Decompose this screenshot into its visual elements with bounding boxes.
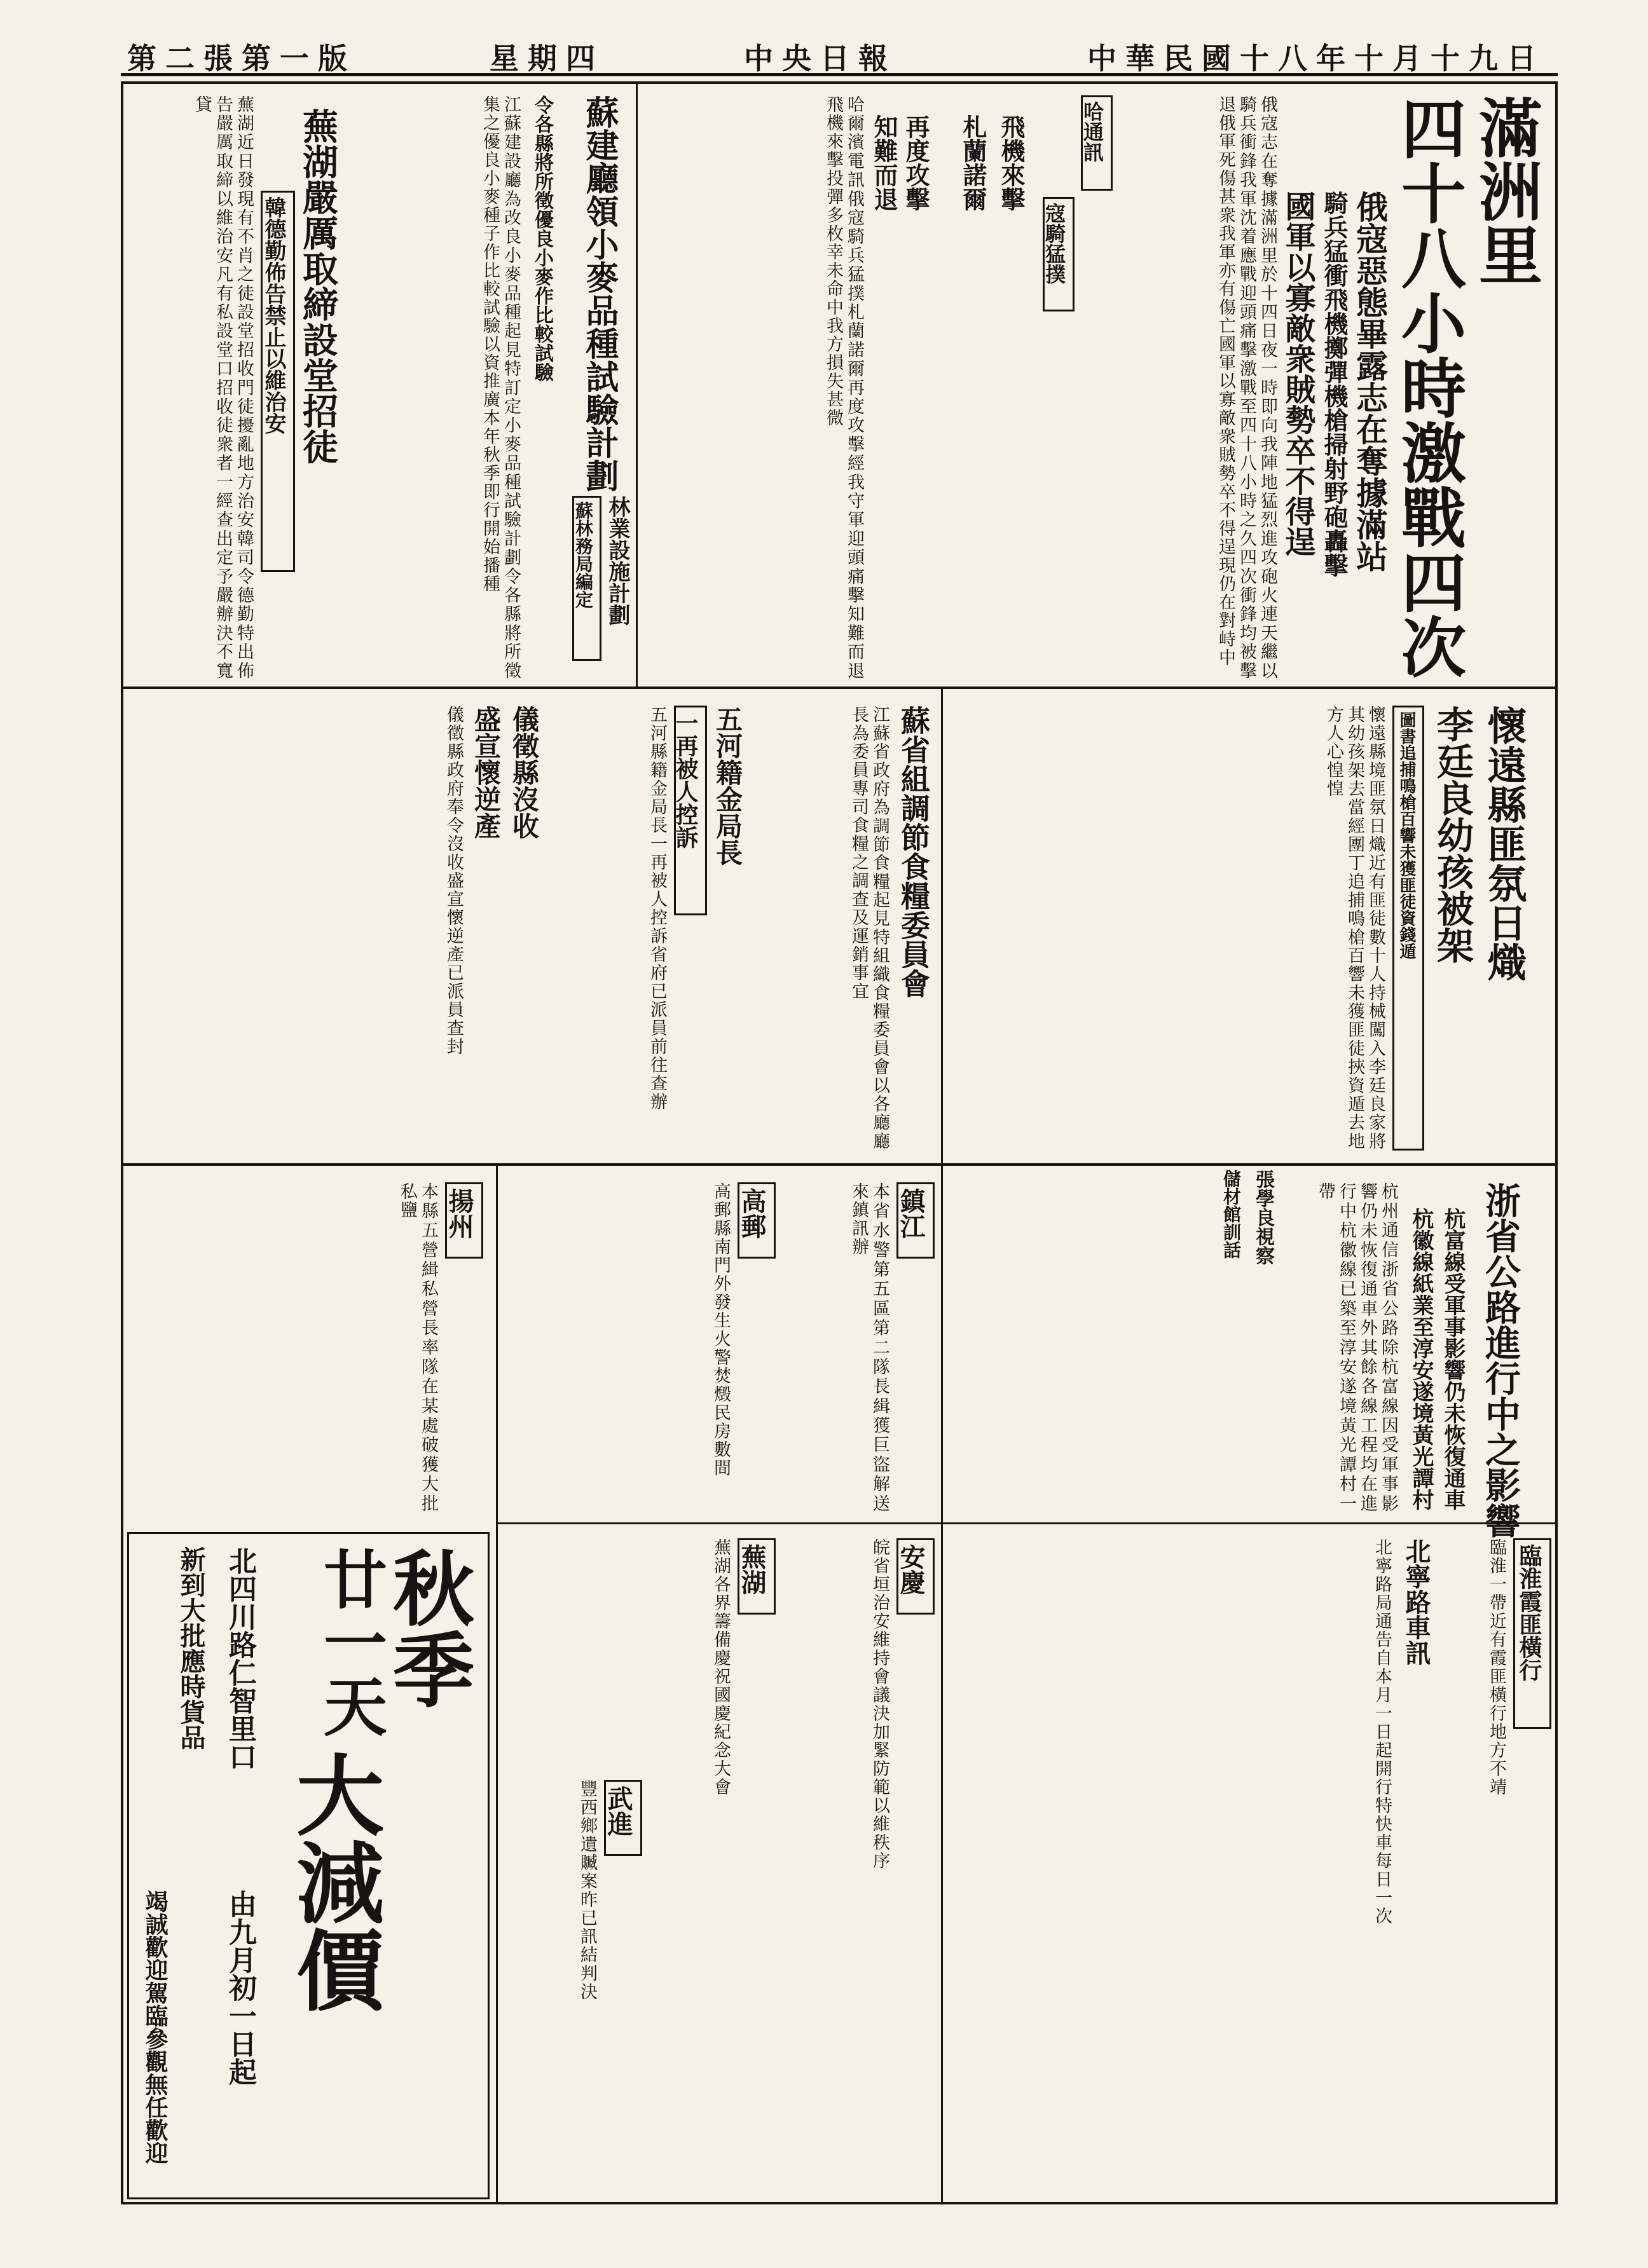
brief-label: 札蘭諾爾 — [959, 114, 987, 211]
top-story-headline: 四十八小時激戰四次 — [1390, 95, 1467, 679]
ad-sale-title: 大減價 — [282, 1750, 385, 2013]
yizheng-body: 儀徵縣政府奉令沒收盛宣懷逆產已派員查封 — [444, 706, 464, 1056]
wheat-trial-headline: 蘇建廳領小麥品種試驗計劃 — [580, 95, 619, 492]
horizontal-rule — [121, 1163, 1558, 1166]
top-story-subhead: 國軍以寡敵衆賊勢卒不得逞 — [1280, 191, 1315, 557]
zhenjiang-body: 本省水警第五區第二隊長緝獲巨盜解送來鎮訊辦 — [849, 1182, 889, 1513]
ad-start-date: 由九月初一日起 — [224, 1890, 256, 2086]
hangzhou-subhead: 杭徽線紙業至淳安遂境黃光譚村 — [1408, 1208, 1434, 1510]
wuhe-subhead: 一再被人控訴 — [674, 706, 707, 915]
wheat-trial-body: 江蘇建設廳為改良小麥品種起見特訂定小麥品種試驗計劃令各縣將所徵集之優良小麥種子作比較試驗以資推廣本年秋季即行開始播種 — [480, 95, 521, 680]
region-label-yangzhou: 揚州 — [445, 1182, 483, 1259]
food-committee-headline: 蘇省組調節食糧委員會 — [896, 706, 931, 998]
hangzhou-headline: 浙省公路進行中之影響 — [1480, 1182, 1521, 1538]
brief-label: 哈通訊 — [1081, 95, 1113, 191]
top-story-body: 俄寇志在奪據滿洲里於十四日夜一時即向我陣地猛烈進攻砲火連天繼以騎兵衝鋒我軍沈着應戰迎頭痛擊激戰至四十八小時之久四次衝鋒均被擊退俄軍死傷甚衆我軍亦有傷亡國軍以寡敵衆賊勢卒不得逞現仍在對峙中 — [1216, 95, 1277, 680]
ad-welcome: 竭誠歡迎駕臨參觀無任歡迎 — [142, 1890, 168, 2164]
wuhu-body: 蕪湖近日發現有不肖之徒設堂招收門徒擾亂地方治安韓司令德勤特出佈告嚴厲取締以維治安凡有私設堂口招收徒衆者一經查出定予嚴辦決不寬貸 — [192, 95, 254, 680]
ad-autumn-title: 秋季 — [379, 1547, 474, 1709]
masthead — [121, 25, 1558, 76]
wujin-body: 豐西鄉遺贓案昨已訊結判決 — [577, 1780, 597, 2001]
wheat-trial-subhead: 令各縣將所徵優良小麥作比較試驗 — [531, 95, 553, 381]
linhuai-headline: 臨淮霞匪橫行 — [1513, 1538, 1551, 1729]
top-story-subhead: 俄寇惡態畢露志在奪據滿站 — [1351, 191, 1388, 572]
bandit-subhead-box: 圖書追捕鳴槍百響未獲匪徒資錢遁 — [1392, 706, 1424, 1151]
vertical-rule — [636, 81, 638, 687]
zhang-headline: 張學良視察 — [1252, 1170, 1274, 1265]
bandit-headline: 懷遠縣匪氛日熾 — [1481, 706, 1527, 981]
brief-label: 寇騎猛撲 — [1043, 197, 1075, 311]
top-story-headline-place: 滿洲里 — [1468, 95, 1543, 286]
yangzhou-body: 本縣五營緝私營長率隊在某處破獲大批私鹽 — [397, 1182, 438, 1513]
railway-body: 北寧路局通告自本月一日起開行特快車每日一次 — [1372, 1538, 1392, 1925]
masthead-paper-name: 中央日報 — [744, 41, 896, 76]
wuhu-subhead: 韓德勤佈告禁止以維治安 — [261, 191, 295, 572]
region-label-wujin: 武進 — [604, 1780, 642, 1856]
sale-advertisement — [127, 1532, 490, 2199]
wuhe-body: 五河縣籍金局長一再被人控訴省府已派員前往查辦 — [647, 706, 667, 1111]
ad-address: 北四川路仁智里口 — [224, 1547, 256, 1770]
bandit-body: 懷遠縣境匪氛日熾近有匪徒數十人持械闖入李廷良家將其幼孩架去當經團丁追捕鳴槍百響未獲匪徒挾資遁去地方人心惶惶 — [1324, 706, 1385, 1151]
region-label-gaoyou: 高郵 — [738, 1182, 776, 1259]
masthead-weekday: 星期四 — [490, 41, 604, 76]
bandit-subhead: 李廷良幼孩被架 — [1431, 706, 1474, 964]
wuhe-headline: 五河籍金局長 — [712, 706, 743, 866]
gaoyou-body: 高郵縣南門外發生火警焚燬民房數間 — [711, 1182, 731, 1477]
top-story-subhead: 騎兵猛衝飛機擲彈機槍掃射野砲轟擊 — [1320, 191, 1348, 577]
hangzhou-body: 杭州通信浙省公路除杭富線因受軍事影響仍未恢復通車外其餘各線工程均在進行中杭徽線已築至淳安遂境黃光譚村一帶 — [1315, 1182, 1398, 1513]
region-label-zhenjiang: 鎮江 — [896, 1182, 935, 1259]
brief-label: 知難而退 — [870, 114, 898, 211]
hangzhou-subhead: 杭富線受軍事影響仍未恢復通車 — [1440, 1208, 1466, 1510]
wuhu-headline: 蕪湖嚴厲取締設堂招徒 — [297, 108, 339, 464]
ad-new-goods: 新到大批應時貨品 — [176, 1547, 205, 1750]
horizontal-rule — [496, 1522, 941, 1524]
yizheng-subhead: 盛宣懷逆產 — [470, 706, 502, 839]
brief-label: 飛機來擊 — [997, 114, 1025, 211]
food-committee-body: 江蘇省政府為調節食糧起見特組織食糧委員會以各廳廳長為委員專司食糧之調查及運銷事宜 — [849, 706, 889, 1151]
region-label-wuhu: 蕪湖 — [738, 1538, 776, 1615]
horizontal-rule — [121, 687, 1558, 689]
masthead-date: 中華民國十八年十月十九日 — [1087, 41, 1545, 76]
forest-subhead: 蘇林務局編定 — [572, 496, 601, 661]
anqing-body: 皖省垣治安維持會議決加緊防範以維秩序 — [870, 1538, 889, 1870]
vertical-rule — [496, 1166, 498, 2202]
linhuai-body: 臨淮一帶近有霞匪橫行地方不靖 — [1487, 1538, 1506, 1796]
ad-days-title: 廿一天 — [313, 1547, 388, 1737]
wuhu-brief-body: 蕪湖各界籌備慶祝國慶紀念大會 — [711, 1538, 731, 1796]
forest-headline: 林業設施計劃 — [605, 496, 630, 625]
vertical-rule — [941, 689, 943, 2202]
railway-headline: 北寧路車訊 — [1401, 1538, 1431, 1665]
yizheng-headline: 儀徵縣沒收 — [509, 706, 540, 839]
zhang-subhead: 儲材館訓話 — [1221, 1170, 1242, 1259]
masthead-section: 第二張第一版 — [127, 41, 356, 76]
side-briefs-body: 哈爾濱電訊俄寇騎兵猛撲札蘭諾爾再度攻擊經我守軍迎頭痛擊知難而退飛機來擊投彈多枚幸未命中我方損失甚微 — [823, 95, 864, 680]
region-label-anqing: 安慶 — [896, 1538, 935, 1615]
brief-label: 再度攻擊 — [902, 114, 930, 211]
